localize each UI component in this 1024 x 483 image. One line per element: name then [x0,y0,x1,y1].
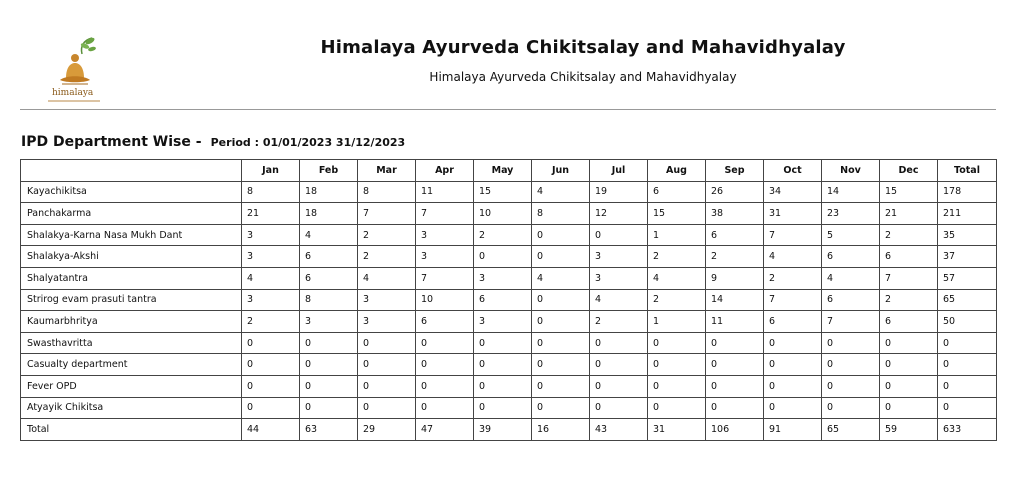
cell-nov: 6 [822,289,880,311]
cell-total: 0 [938,332,997,354]
cell-jun: 0 [532,375,590,397]
cell-dec: 15 [880,181,938,203]
table-row [21,181,997,203]
table-row [21,332,997,354]
department-name-cell: Atyayik Chikitsa [21,397,242,419]
cell-dec: 6 [880,311,938,333]
cell-apr: 0 [416,354,474,376]
cell-aug: 0 [648,354,706,376]
cell-sep: 0 [706,397,764,419]
cell-jul: 0 [590,397,648,419]
ipd-department-table [20,159,997,441]
cell-jul: 12 [590,203,648,225]
cell-may: 3 [474,267,532,289]
cell-nov: 4 [822,267,880,289]
cell-jun: 8 [532,203,590,225]
cell-may: 39 [474,419,532,441]
cell-jun: 0 [532,224,590,246]
cell-feb: 6 [300,246,358,268]
cell-jun: 0 [532,289,590,311]
cell-may: 0 [474,246,532,268]
cell-total: 633 [938,419,997,441]
cell-apr: 0 [416,332,474,354]
cell-jan: 0 [242,397,300,419]
cell-mar: 0 [358,354,416,376]
cell-feb: 0 [300,332,358,354]
cell-sep: 2 [706,246,764,268]
cell-mar: 2 [358,246,416,268]
cell-sep: 9 [706,267,764,289]
cell-jan: 0 [242,354,300,376]
cell-apr: 0 [416,397,474,419]
cell-aug: 2 [648,246,706,268]
cell-total: 57 [938,267,997,289]
table-row [21,203,997,225]
cell-sep: 11 [706,311,764,333]
cell-mar: 0 [358,397,416,419]
hospital-title: Himalaya Ayurveda Chikitsalay and Mahavidhyalay [320,37,846,58]
cell-jun: 0 [532,311,590,333]
cell-aug: 0 [648,397,706,419]
cell-nov: 0 [822,354,880,376]
cell-oct: 6 [764,311,822,333]
cell-apr: 0 [416,375,474,397]
cell-nov: 0 [822,397,880,419]
cell-aug: 1 [648,311,706,333]
cell-jun: 0 [532,397,590,419]
cell-jul: 3 [590,267,648,289]
cell-may: 15 [474,181,532,203]
cell-sep: 38 [706,203,764,225]
cell-jul: 0 [590,354,648,376]
cell-may: 0 [474,332,532,354]
cell-dec: 2 [880,289,938,311]
cell-oct: 2 [764,267,822,289]
cell-sep: 0 [706,375,764,397]
cell-mar: 2 [358,224,416,246]
cell-nov: 0 [822,332,880,354]
cell-aug: 6 [648,181,706,203]
cell-feb: 63 [300,419,358,441]
table-row [21,289,997,311]
cell-oct: 0 [764,354,822,376]
cell-nov: 0 [822,375,880,397]
cell-jun: 16 [532,419,590,441]
cell-sep: 0 [706,332,764,354]
department-name-cell: Panchakarma [21,203,242,225]
department-name-cell: Swasthavritta [21,332,242,354]
cell-jul: 19 [590,181,648,203]
column-header-nov: Nov [822,160,880,182]
header-divider [20,109,996,110]
cell-jan: 8 [242,181,300,203]
cell-sep: 6 [706,224,764,246]
cell-dec: 21 [880,203,938,225]
cell-sep: 106 [706,419,764,441]
cell-aug: 0 [648,375,706,397]
table-header-row [21,160,997,182]
column-header-oct: Oct [764,160,822,182]
cell-nov: 7 [822,311,880,333]
cell-dec: 0 [880,397,938,419]
cell-mar: 4 [358,267,416,289]
cell-apr: 3 [416,246,474,268]
cell-may: 0 [474,375,532,397]
report-title: IPD Department Wise - [21,134,202,150]
table-row [21,397,997,419]
table-row [21,354,997,376]
cell-total: 0 [938,354,997,376]
table-total-row [21,419,997,441]
cell-jan: 0 [242,332,300,354]
cell-jan: 21 [242,203,300,225]
cell-oct: 0 [764,397,822,419]
cell-oct: 7 [764,224,822,246]
cell-mar: 8 [358,181,416,203]
cell-may: 10 [474,203,532,225]
column-header-apr: Apr [416,160,474,182]
table-row [21,311,997,333]
cell-mar: 3 [358,289,416,311]
cell-total: 50 [938,311,997,333]
column-header-total: Total [938,160,997,182]
column-header-jun: Jun [532,160,590,182]
table-row [21,267,997,289]
cell-jul: 4 [590,289,648,311]
table-row [21,375,997,397]
cell-nov: 23 [822,203,880,225]
cell-sep: 14 [706,289,764,311]
cell-jul: 3 [590,246,648,268]
column-header-jan: Jan [242,160,300,182]
cell-oct: 0 [764,375,822,397]
column-header-feb: Feb [300,160,358,182]
cell-nov: 65 [822,419,880,441]
cell-may: 2 [474,224,532,246]
department-name-cell: Shalyatantra [21,267,242,289]
cell-oct: 31 [764,203,822,225]
report-heading [21,131,405,150]
cell-total: 37 [938,246,997,268]
cell-apr: 11 [416,181,474,203]
cell-jul: 0 [590,375,648,397]
cell-feb: 4 [300,224,358,246]
cell-oct: 0 [764,332,822,354]
column-header-may: May [474,160,532,182]
column-header-dec: Dec [880,160,938,182]
cell-nov: 14 [822,181,880,203]
column-header-jul: Jul [590,160,648,182]
report-header [20,20,996,108]
cell-dec: 59 [880,419,938,441]
cell-dec: 0 [880,354,938,376]
cell-feb: 0 [300,375,358,397]
cell-jun: 0 [532,246,590,268]
department-name-cell: Shalakya-Akshi [21,246,242,268]
cell-mar: 0 [358,375,416,397]
department-name-cell: Total [21,419,242,441]
cell-feb: 8 [300,289,358,311]
department-name-cell: Shalakya-Karna Nasa Mukh Dant [21,224,242,246]
cell-feb: 6 [300,267,358,289]
cell-jul: 43 [590,419,648,441]
cell-jul: 0 [590,224,648,246]
cell-mar: 7 [358,203,416,225]
column-header-sep: Sep [706,160,764,182]
cell-apr: 47 [416,419,474,441]
department-name-cell: Kaumarbhritya [21,311,242,333]
cell-dec: 0 [880,332,938,354]
cell-aug: 2 [648,289,706,311]
cell-mar: 3 [358,311,416,333]
cell-jun: 0 [532,354,590,376]
cell-jan: 44 [242,419,300,441]
column-header [21,160,242,182]
department-name-cell: Strirog evam prasuti tantra [21,289,242,311]
cell-nov: 6 [822,246,880,268]
table-row [21,246,997,268]
cell-may: 3 [474,311,532,333]
cell-apr: 6 [416,311,474,333]
cell-jan: 3 [242,224,300,246]
cell-total: 65 [938,289,997,311]
cell-dec: 2 [880,224,938,246]
cell-mar: 29 [358,419,416,441]
cell-may: 0 [474,354,532,376]
cell-total: 178 [938,181,997,203]
cell-may: 0 [474,397,532,419]
cell-total: 35 [938,224,997,246]
cell-mar: 0 [358,332,416,354]
table-body [21,181,997,440]
cell-oct: 4 [764,246,822,268]
hospital-subtitle: Himalaya Ayurveda Chikitsalay and Mahavidhyalay [429,70,737,84]
cell-jun: 4 [532,181,590,203]
cell-aug: 4 [648,267,706,289]
cell-feb: 0 [300,354,358,376]
cell-jun: 0 [532,332,590,354]
cell-jul: 0 [590,332,648,354]
cell-aug: 15 [648,203,706,225]
cell-oct: 7 [764,289,822,311]
cell-apr: 7 [416,203,474,225]
cell-feb: 3 [300,311,358,333]
report-period: Period : 01/01/2023 31/12/2023 [210,136,406,149]
department-name-cell: Fever OPD [21,375,242,397]
cell-sep: 26 [706,181,764,203]
cell-dec: 0 [880,375,938,397]
cell-oct: 34 [764,181,822,203]
cell-total: 0 [938,397,997,419]
cell-apr: 3 [416,224,474,246]
cell-total: 211 [938,203,997,225]
cell-jan: 3 [242,289,300,311]
logo-wordmark: himalaya [52,88,94,98]
cell-feb: 0 [300,397,358,419]
department-name-cell: Casualty department [21,354,242,376]
column-header-aug: Aug [648,160,706,182]
cell-jan: 4 [242,267,300,289]
cell-apr: 10 [416,289,474,311]
cell-jul: 2 [590,311,648,333]
table-row [21,224,997,246]
cell-jun: 4 [532,267,590,289]
cell-may: 6 [474,289,532,311]
cell-jan: 0 [242,375,300,397]
cell-feb: 18 [300,203,358,225]
cell-sep: 0 [706,354,764,376]
column-header-mar: Mar [358,160,416,182]
cell-nov: 5 [822,224,880,246]
cell-aug: 1 [648,224,706,246]
cell-jan: 3 [242,246,300,268]
cell-dec: 7 [880,267,938,289]
cell-total: 0 [938,375,997,397]
cell-dec: 6 [880,246,938,268]
cell-feb: 18 [300,181,358,203]
cell-jan: 2 [242,311,300,333]
department-name-cell: Kayachikitsa [21,181,242,203]
cell-aug: 0 [648,332,706,354]
cell-oct: 91 [764,419,822,441]
cell-apr: 7 [416,267,474,289]
cell-aug: 31 [648,419,706,441]
